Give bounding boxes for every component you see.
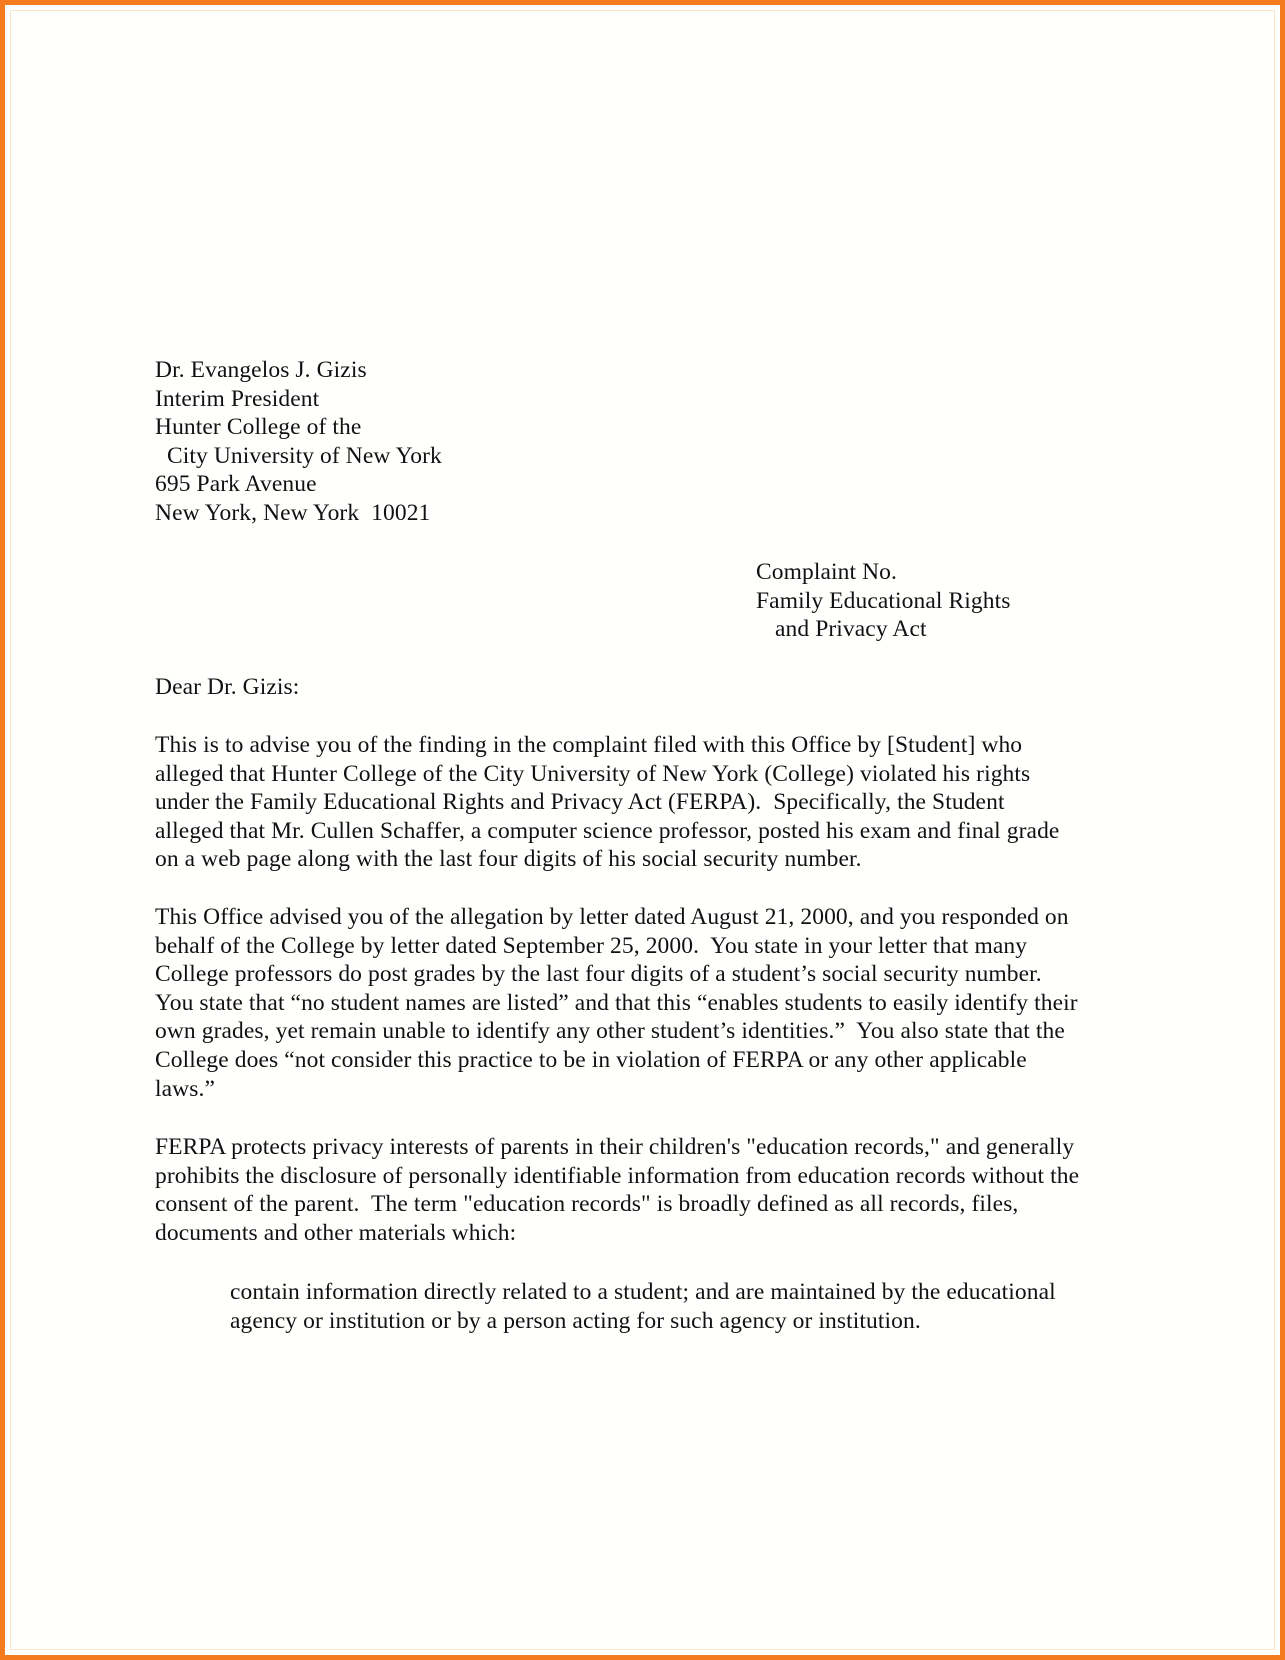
- recipient-institution: Hunter College of the: [155, 414, 362, 441]
- paragraph-line: alleged that Mr. Cullen Schaffer, a computer science professor, posted his exam and final grade: [155, 817, 1060, 844]
- reference-act-title-continued: and Privacy Act: [775, 616, 927, 643]
- paragraph-line: consent of the parent. The term "education records" is broadly defined as all records, files,: [155, 1191, 1019, 1218]
- recipient-address-block: [155, 356, 442, 528]
- paragraph-line: documents and other materials which:: [155, 1219, 517, 1246]
- recipient-name: Dr. Evangelos J. Gizis: [155, 357, 367, 383]
- recipient-title: Interim President: [155, 385, 320, 412]
- paragraph-allegation-response: [155, 903, 1145, 1103]
- block-quote-line: contain information directly related to a student; and are maintained by the educational: [230, 1279, 1056, 1305]
- salutation: [155, 673, 299, 702]
- paragraph-line: under the Family Educational Rights and Privacy Act (FERPA). Specifically, the Student: [155, 789, 1005, 816]
- paragraph-line: prohibits the disclosure of personally identifiable information from education records without the: [155, 1162, 1080, 1189]
- block-quote-line: agency or institution or by a person acting for such agency or institution.: [230, 1307, 921, 1334]
- paragraph-line: This is to advise you of the finding in the complaint filed with this Office by [Student] who: [155, 732, 1023, 758]
- recipient-street: 695 Park Avenue: [155, 471, 317, 498]
- recipient-institution-continued: City University of New York: [167, 442, 442, 469]
- recipient-city-state-zip: New York, New York 10021: [155, 499, 431, 526]
- paragraph-line: own grades, yet remain unable to identify any other student’s identities.” You also state that the: [155, 1018, 1065, 1045]
- paragraph-line: College professors do post grades by the last four digits of a student’s social security number.: [155, 961, 1042, 988]
- paragraph-line: FERPA protects privacy interests of parents in their children's "education records," and generally: [155, 1134, 1075, 1160]
- complaint-number: Complaint No.: [756, 559, 897, 585]
- paragraph-finding: [155, 731, 1145, 874]
- paragraph-ferpa-definition: [155, 1133, 1145, 1247]
- reference-act-title: Family Educational Rights: [756, 587, 1011, 614]
- paragraph-line: College does “not consider this practice to be in violation of FERPA or any other applicable: [155, 1046, 1027, 1073]
- salutation-text: Dear Dr. Gizis:: [155, 674, 300, 700]
- paragraph-line: You state that “no student names are listed” and that this “enables students to easily identify their: [155, 989, 1078, 1016]
- paragraph-line: laws.”: [155, 1075, 215, 1102]
- paragraph-line: on a web page along with the last four digits of his social security number.: [155, 846, 862, 873]
- block-quote: [230, 1278, 1056, 1335]
- paragraph-line: alleged that Hunter College of the City University of New York (College) violated his rights: [155, 760, 1031, 787]
- paragraph-line: behalf of the College by letter dated September 25, 2000. You state in your letter that many: [155, 932, 1028, 959]
- paragraph-line: This Office advised you of the allegation by letter dated August 21, 2000, and you responded on: [155, 904, 1069, 930]
- reference-block: [756, 558, 1010, 644]
